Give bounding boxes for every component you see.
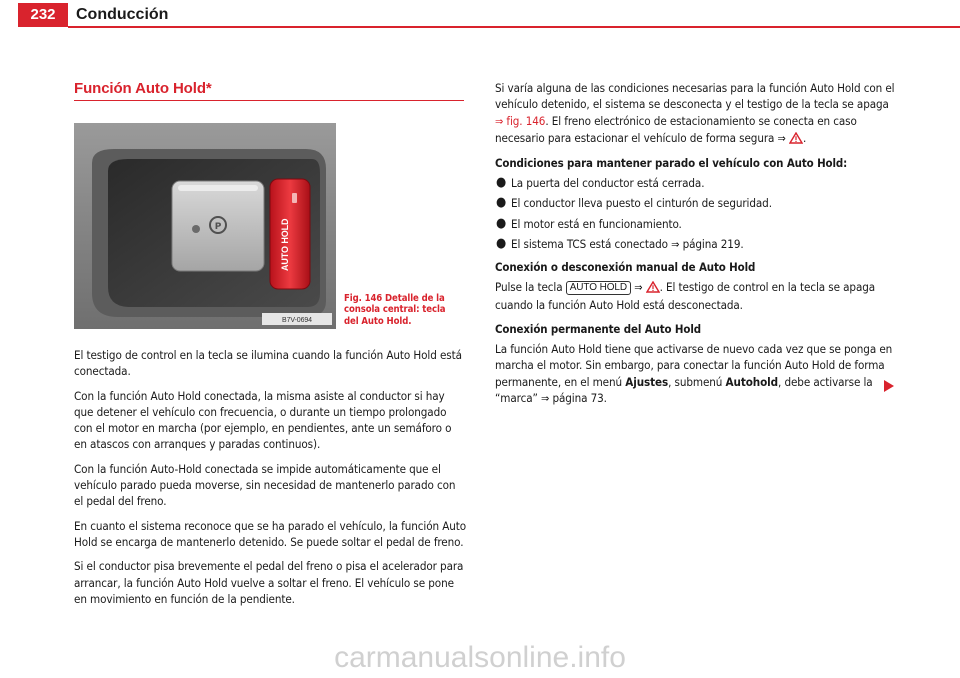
section-title: Conducción <box>76 6 169 23</box>
permanent-text-a: La función Auto Hold tiene que activarse de nuevo cada vez que se ponga en marcha el motor. Sin embargo, para conectar la función Auto Hold de forma permanente, en el menú <box>495 341 893 389</box>
figure-caption: Fig. 146 Detalle de la consola central: tecla del Auto Hold. <box>344 292 446 327</box>
svg-text:P: P <box>214 222 222 232</box>
permanent-text-c: , debe activarse la “marca” <box>495 374 873 405</box>
menu-ajustes: Ajustes <box>625 374 669 389</box>
bullet-icon: ● <box>496 215 507 231</box>
permanent-text-b: , submenú <box>668 374 726 389</box>
bullet-icon: ● <box>496 236 507 252</box>
left-column <box>74 80 466 615</box>
figure-ref-link[interactable]: fig. 146 <box>506 113 546 128</box>
manual-text-b: . El testigo de control en la tecla se apaga cuando la función Auto Hold está desconectada. <box>495 280 876 312</box>
figure <box>74 121 466 329</box>
article-title: Función Auto Hold* <box>74 80 212 97</box>
intro-paragraph <box>495 80 895 147</box>
list-item-text: El motor está en funcionamiento. <box>511 216 682 231</box>
ref-arrow-icon: ⇒ <box>671 238 680 252</box>
list-item-text: El conductor lleva puesto el cinturón de seguridad. <box>511 196 772 211</box>
bullet-icon: ● <box>496 175 507 191</box>
list-item-text: El sistema TCS está conectado <box>511 237 672 252</box>
paragraph-5: Si el conductor pisa brevemente el pedal del freno o pisa el acelerador para arrancar, la función Auto Hold vuelve a soltar el freno. El vehículo se pone en movimiento en función de la pendiente. <box>74 559 464 606</box>
list-item <box>495 195 895 211</box>
warning-icon[interactable] <box>646 281 660 293</box>
bullet-icon: ● <box>496 195 507 211</box>
list-item-text: La puerta del conductor está cerrada. <box>511 176 705 191</box>
list-item <box>495 216 895 232</box>
intro-text-b: . El freno electrónico de estacionamiento se conecta en caso necesario para estacionar el vehículo de forma segura <box>495 113 857 145</box>
ref-arrow-icon: ⇒ <box>495 114 504 128</box>
ref-arrow-icon: ⇒ <box>541 391 550 405</box>
paragraph-2: Con la función Auto Hold conectada, la misma asiste al conductor si hay que detener el vehículo con frecuencia, o durante un tiempo prolongado con el motor en marcha (por ejemplo, en pendientes, ante un semáforo o en atascos con arranques y paradas continuos). <box>74 388 452 452</box>
title-rule <box>74 100 464 101</box>
console-illustration <box>74 123 336 329</box>
permanent-title: Conexión permanente del Auto Hold <box>495 321 701 336</box>
paragraph-4: En cuanto el sistema reconoce que se ha parado el vehículo, la función Auto Hold se encarga de mantenerlo detenido. Se puede soltar el pedal de freno. <box>74 518 467 549</box>
list-item <box>495 236 895 253</box>
auto-hold-photo <box>74 123 336 329</box>
paragraph-3: Con la función Auto-Hold conectada se impide automáticamente que el vehículo parado pueda moverse, sin necesidad de mantenerlo parado con el pedal del freno. <box>74 461 456 509</box>
submenu-autohold: Autohold <box>725 374 779 389</box>
auto-hold-key: AUTO HOLD <box>566 281 631 295</box>
auto-hold-button-label: AUTO HOLD <box>280 218 290 271</box>
page-ref-link[interactable]: página 73. <box>552 390 607 405</box>
list-item <box>495 175 895 191</box>
ref-arrow-icon: ⇒ <box>634 281 643 295</box>
right-column <box>495 80 895 415</box>
page-number: 232 <box>18 3 68 27</box>
manual-paragraph <box>495 279 895 313</box>
conditions-title: Condiciones para mantener parado el vehículo con Auto Hold: <box>495 156 848 171</box>
permanent-paragraph <box>495 341 895 407</box>
paragraph-1: El testigo de control en la tecla se ilumina cuando la función Auto Hold está conectada. <box>74 348 462 379</box>
ref-arrow-icon: ⇒ <box>777 131 786 145</box>
intro-text-a: Si varía alguna de las condiciones necesarias para la función Auto Hold con el vehículo detenido, el sistema se desconecta y el testigo de la tecla se apaga <box>495 81 895 112</box>
manual-text-a: Pulse la tecla <box>495 280 566 295</box>
figure-code: B7V-0694 <box>282 317 312 324</box>
header-rule <box>68 26 960 28</box>
manual-title: Conexión o desconexión manual de Auto Hold <box>495 260 756 275</box>
intro-end: . <box>802 130 807 145</box>
watermark: carmanualsonline.info <box>334 641 626 674</box>
continue-arrow-icon <box>883 379 895 393</box>
page-ref-link[interactable]: página 219. <box>682 237 744 252</box>
conditions-list <box>495 175 895 253</box>
warning-icon[interactable] <box>789 132 803 144</box>
page-header <box>0 0 960 30</box>
